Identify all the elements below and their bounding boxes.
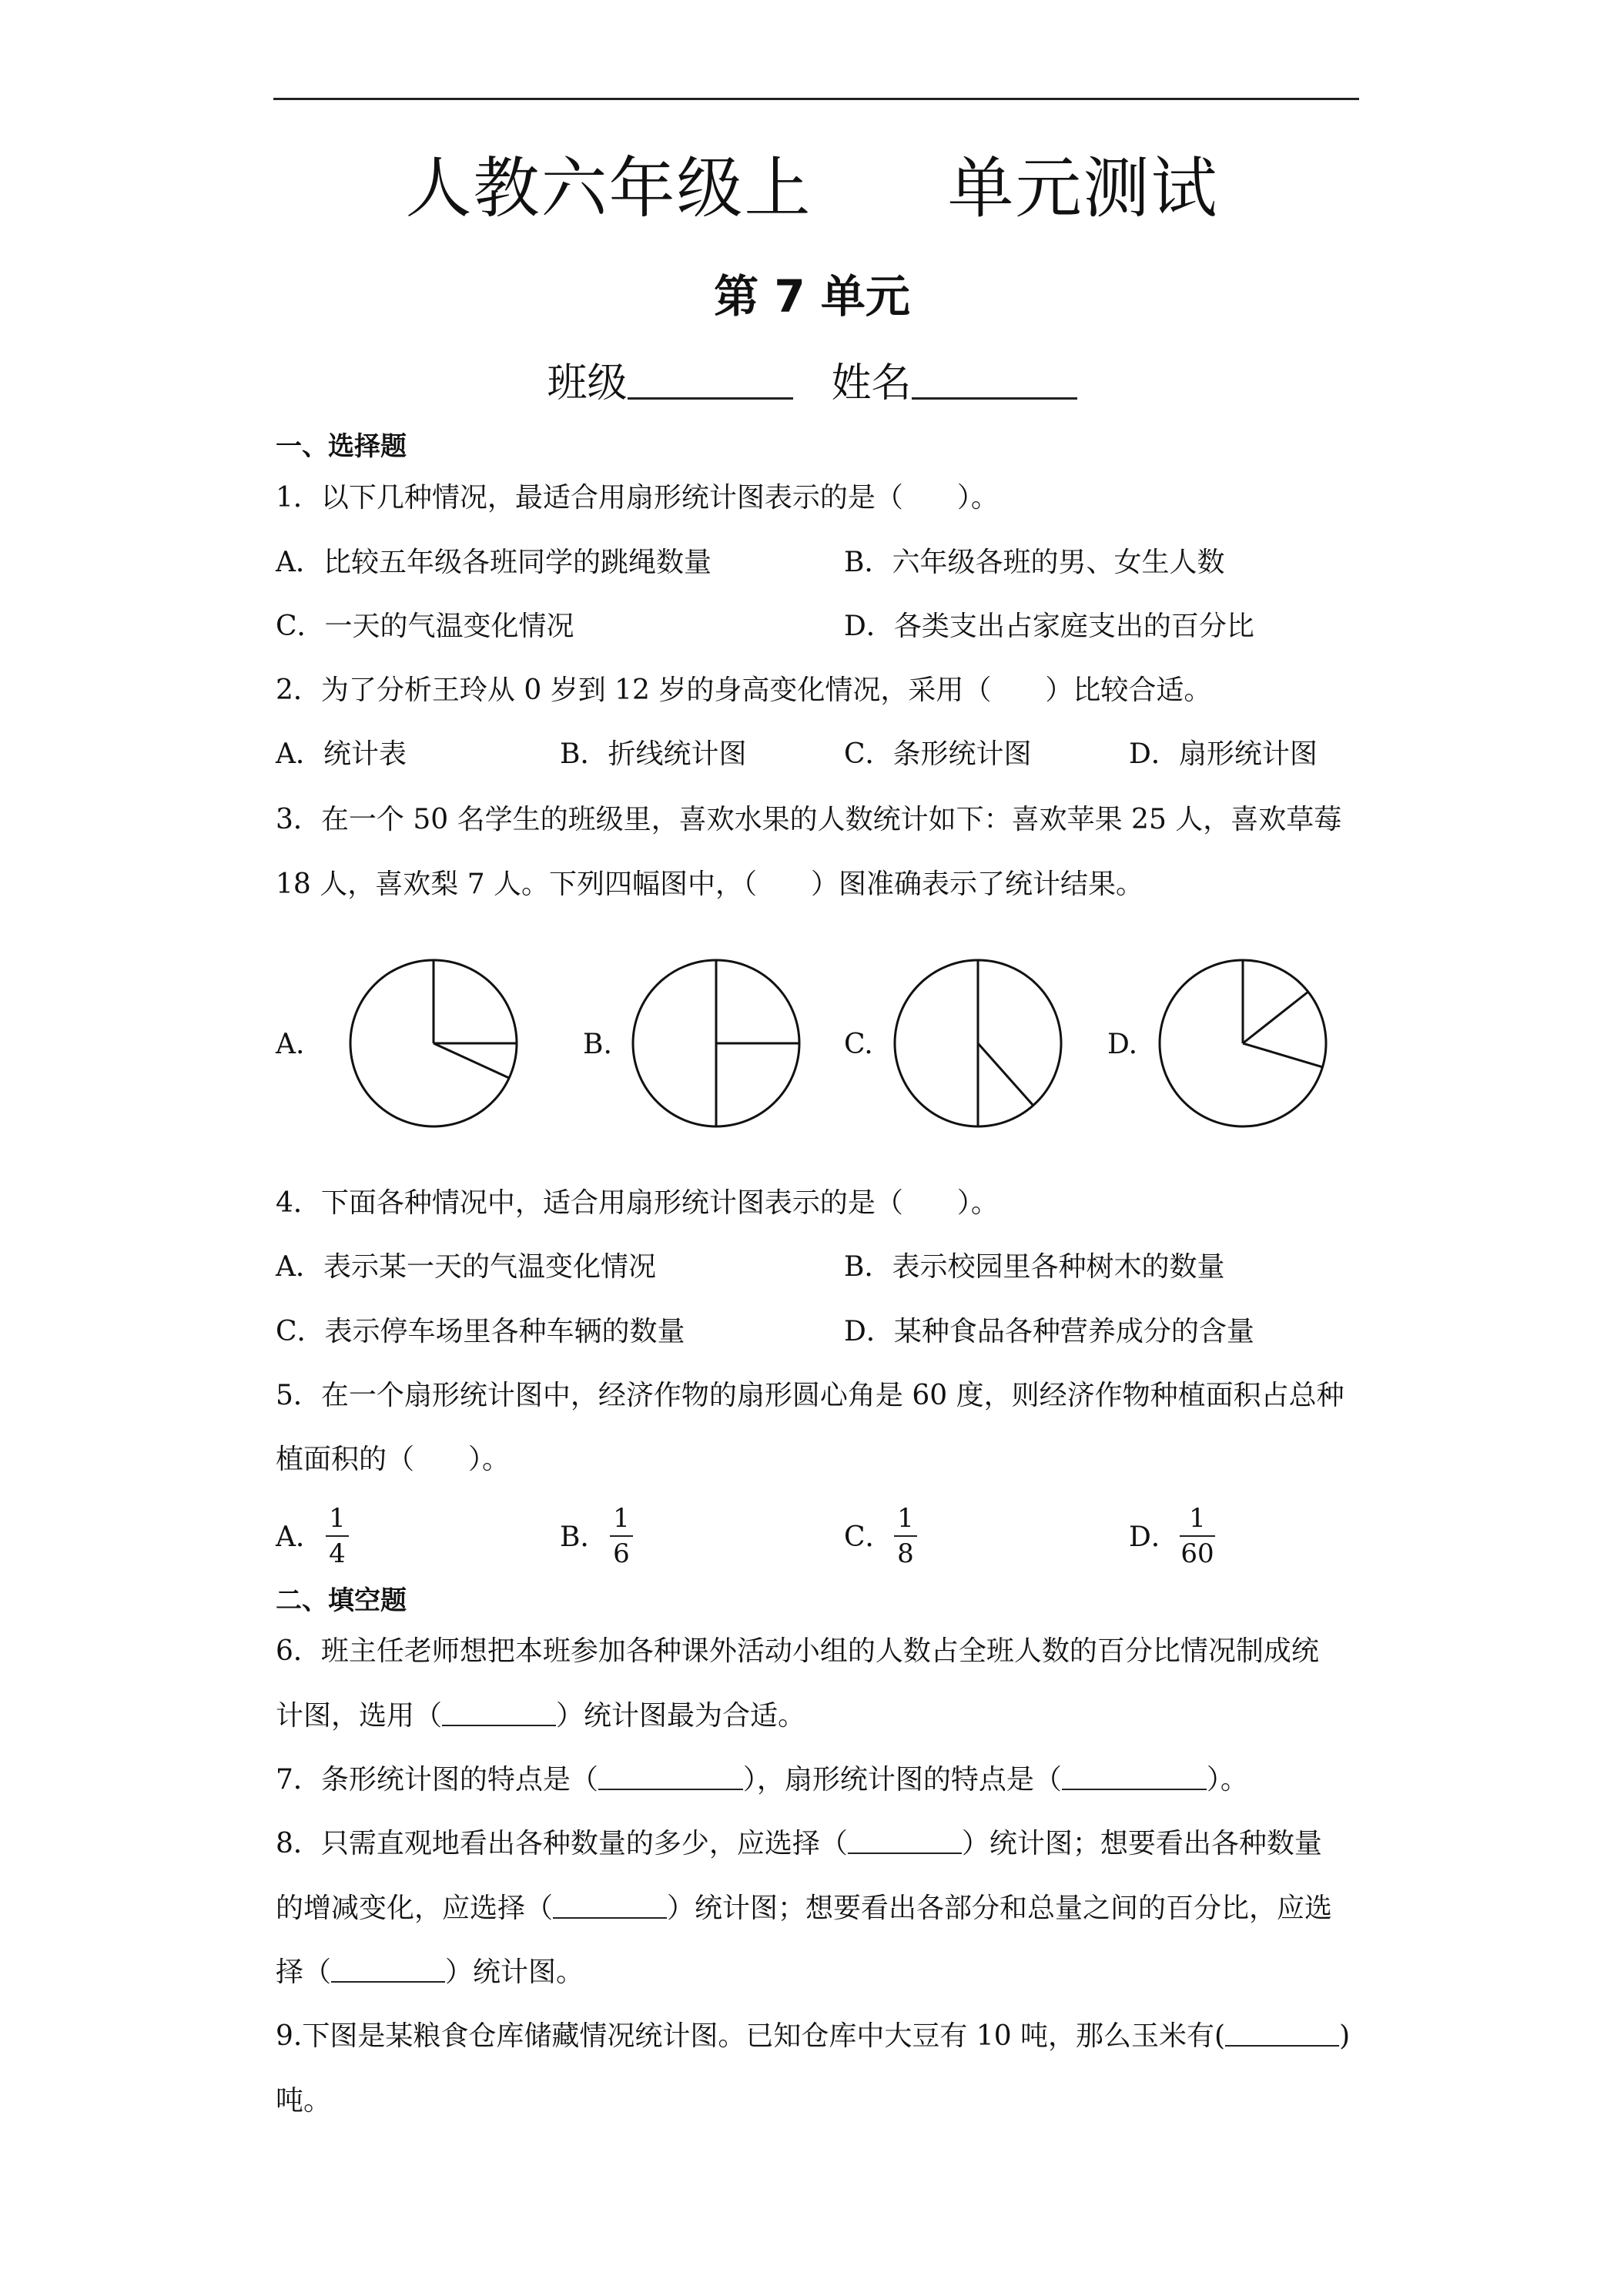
q8-line-2	[276, 1889, 1332, 1928]
q7-blank-1[interactable]	[598, 1762, 743, 1790]
q1-option-d[interactable]: D．各类支出占家庭支出的百分比	[844, 611, 1254, 642]
q8-blank-2[interactable]	[553, 1891, 667, 1919]
q2-option-b[interactable]: B．折线统计图	[560, 738, 747, 770]
q8-line3-end: ）统计图。	[445, 1956, 584, 1988]
name-label: 姓名	[831, 360, 912, 407]
q9-blank[interactable]	[1225, 2019, 1339, 2047]
q8-line2-start: 的增减变化，应选择（	[276, 1893, 554, 1924]
q6-line2-end: ）统计图最为合适。	[556, 1700, 806, 1732]
pie-chart-c[interactable]	[893, 959, 1063, 1128]
q8-line-1	[276, 1825, 1322, 1863]
q8-line1-end: ）统计图；想要看出各种数量	[961, 1828, 1322, 1859]
pie-chart-b[interactable]	[631, 959, 801, 1128]
pie-a-label[interactable]: A.	[276, 1029, 305, 1060]
q9-line-2: 吨。	[276, 2085, 332, 2117]
fraction-denominator: 60	[1180, 1538, 1214, 1569]
fraction-numerator: 1	[897, 1503, 914, 1534]
pie-d-label[interactable]: D.	[1107, 1029, 1138, 1060]
pie-chart-a[interactable]	[349, 959, 518, 1128]
q4-option-a[interactable]: A．表示某一天的气温变化情况	[276, 1251, 656, 1283]
q1-option-a[interactable]: A．比较五年级各班同学的跳绳数量	[276, 547, 712, 578]
q4-option-b[interactable]: B．表示校园里各种树木的数量	[844, 1251, 1225, 1283]
q4-stem	[276, 1184, 999, 1223]
q7-start: 7．条形统计图的特点是（	[276, 1764, 598, 1796]
q7-blank-2[interactable]	[1062, 1762, 1207, 1790]
q2-stem	[276, 671, 1211, 710]
q1-stem-text: 1．以下几种情况，最适合用扇形统计图表示的是（	[276, 482, 903, 514]
student-info-line	[0, 354, 1624, 411]
q4-stem-text: 4．下面各种情况中，适合用扇形统计图表示的是（	[276, 1187, 903, 1219]
q9-line1-end: )	[1339, 2020, 1351, 2052]
q4-option-d[interactable]: D．某种食品各种营养成分的含量	[844, 1316, 1254, 1347]
q8-blank-3[interactable]	[331, 1955, 445, 1983]
q4-option-c[interactable]: C．表示停车场里各种车辆的数量	[276, 1316, 685, 1347]
q7-line	[276, 1761, 1248, 1799]
q6-line2-start: 计图，选用（	[276, 1700, 443, 1732]
q1-option-c[interactable]: C．一天的气温变化情况	[276, 611, 574, 642]
pie-c-radius-lower	[978, 1043, 1033, 1106]
q9-line1-start: 9.下图是某粮食仓库储藏情况统计图。已知仓库中大豆有 10 吨，那么玉米有(	[276, 2020, 1226, 2052]
fraction-denominator: 4	[329, 1538, 346, 1569]
q6-line-1: 6．班主任老师想把本班参加各种课外活动小组的人数占全班人数的百分比情况制成统	[276, 1635, 1319, 1667]
q5-option-d-fraction[interactable]	[1170, 1501, 1224, 1571]
q4-stem-end: ）。	[956, 1187, 999, 1219]
q7-end: ）。	[1206, 1764, 1248, 1796]
fraction-denominator: 8	[897, 1538, 914, 1569]
pie-d-radius-upper-right	[1243, 992, 1308, 1043]
title-left: 人教六年级上	[405, 150, 812, 227]
class-blank[interactable]	[628, 354, 793, 400]
q8-line3-start: 择（	[276, 1956, 332, 1988]
class-label: 班级	[547, 360, 628, 407]
q3-line-1: 3．在一个 50 名学生的班级里，喜欢水果的人数统计如下：喜欢苹果 25 人，喜欢草莓	[276, 804, 1342, 835]
q5-option-a-label[interactable]: A．	[276, 1521, 323, 1553]
pie-chart-d[interactable]	[1158, 959, 1328, 1128]
page-title	[0, 142, 1624, 235]
q2-option-c[interactable]: C．条形统计图	[844, 738, 1032, 770]
q6-blank[interactable]	[442, 1699, 556, 1726]
fraction-numerator: 1	[329, 1503, 346, 1534]
q5-option-a-fraction[interactable]	[310, 1501, 364, 1571]
q3-line-2	[276, 865, 1143, 904]
fraction-numerator: 1	[1189, 1503, 1206, 1534]
section-heading-fill: 二、填空题	[276, 1585, 407, 1616]
q2-option-a[interactable]: A．统计表	[276, 738, 407, 770]
q2-stem-end: ）比较合适。	[1045, 674, 1212, 706]
q8-blank-1[interactable]	[848, 1826, 962, 1854]
q1-stem	[276, 479, 999, 517]
q5-option-b-fraction[interactable]	[594, 1501, 648, 1571]
q5-line-1: 5．在一个扇形统计图中，经济作物的扇形圆心角是 60 度，则经济作物种植面积占总种	[276, 1380, 1344, 1411]
q5-line2-start: 植面积的（	[276, 1444, 415, 1475]
q3-line2-start: 18 人，喜欢梨 7 人。下列四幅图中，（	[276, 869, 758, 900]
q6-line-2	[276, 1697, 805, 1735]
q5-option-b-label[interactable]: B．	[560, 1521, 608, 1553]
fraction-numerator: 1	[613, 1503, 630, 1534]
pie-d-radius-right	[1243, 1043, 1323, 1067]
q9-line-1	[276, 2017, 1350, 2056]
q1-option-b[interactable]: B．六年级各班的男、女生人数	[844, 547, 1225, 578]
title-right: 单元测试	[947, 150, 1219, 227]
q5-line2-end: ）。	[468, 1444, 511, 1475]
pie-a-radius-lower	[434, 1043, 509, 1078]
q8-line-3	[276, 1953, 584, 1992]
q8-line2-end: ）统计图；想要看出各部分和总量之间的百分比，应选	[667, 1893, 1333, 1924]
q7-mid: ），扇形统计图的特点是（	[742, 1764, 1062, 1796]
q5-option-c-fraction[interactable]	[879, 1501, 933, 1571]
unit-subtitle: 第 7 单元	[714, 270, 910, 323]
fraction-denominator: 6	[613, 1538, 630, 1569]
pie-b-label[interactable]: B.	[583, 1029, 612, 1060]
q8-line1-start: 8．只需直观地看出各种数量的多少，应选择（	[276, 1828, 848, 1859]
name-blank[interactable]	[912, 354, 1077, 400]
q5-option-d-label[interactable]: D．	[1129, 1521, 1179, 1553]
q1-stem-end: ）。	[956, 482, 999, 514]
pie-c-label[interactable]: C.	[844, 1029, 873, 1060]
top-rule	[273, 98, 1359, 100]
q2-stem-text: 2．为了分析王玲从 0 岁到 12 岁的身高变化情况，采用（	[276, 674, 992, 706]
q5-line-2	[276, 1441, 510, 1479]
section-heading-choice: 一、选择题	[276, 431, 407, 462]
q5-option-c-label[interactable]: C．	[844, 1521, 893, 1553]
q2-option-d[interactable]: D．扇形统计图	[1129, 738, 1318, 770]
q3-line2-end: ）图准确表示了统计结果。	[811, 869, 1144, 900]
